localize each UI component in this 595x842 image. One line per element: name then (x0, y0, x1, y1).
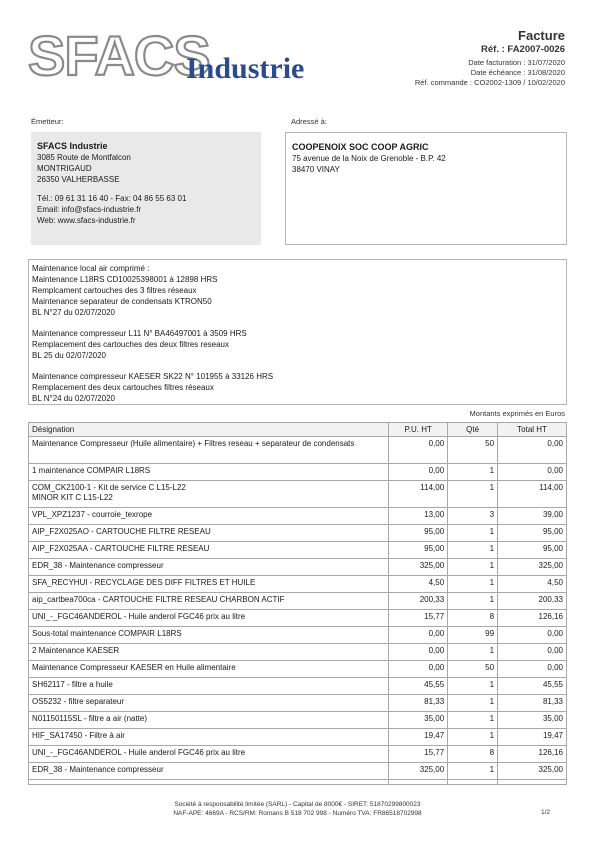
item-total: 0,00 (498, 627, 567, 644)
note-line: BL N°24 du 02/07/2020 (32, 394, 115, 403)
footer-line: Société à responsabilité limitée (SARL) - Capital de 8000€ - SIRET: 51870299800023 (174, 801, 421, 808)
item-quantity: 1 (448, 712, 498, 729)
note-line: Remplacement des cartouches des deux filtres reseaux (32, 340, 229, 349)
table-row (29, 610, 567, 627)
emitter-web: Web: www.sfacs-industrie.fr (37, 216, 136, 225)
invoice-date: Date facturation : 31/07/2020 (468, 58, 565, 67)
emitter-name: SFACS Industrie (37, 141, 108, 151)
item-quantity: 1 (448, 763, 498, 780)
item-designation (29, 481, 389, 508)
item-total: 126,16 (498, 746, 567, 763)
item-designation: 2 Maintenance KAESER (29, 644, 389, 661)
item-unit-price: 35,00 (389, 712, 448, 729)
item-unit-price: 15,77 (389, 610, 448, 627)
col-total: Total HT (498, 423, 567, 437)
item-designation: Maintenance Compresseur (Huile alimentaire) + Filtres reseau + separateur de condensats (29, 437, 389, 464)
item-quantity: 50 (448, 661, 498, 678)
item-quantity: 1 (448, 576, 498, 593)
item-total: 0,00 (498, 661, 567, 678)
item-unit-price: 81,33 (389, 695, 448, 712)
item-quantity: 1 (448, 695, 498, 712)
note-line: BL N°27 du 02/07/2020 (32, 308, 115, 317)
table-row (29, 525, 567, 542)
item-designation: UNI_-_FGC46ANDEROL - Huile anderol FGC46 prix au litre (29, 746, 389, 763)
item-unit-price: 114,00 (389, 481, 448, 508)
emitter-address-line: MONTRIGAUD (37, 164, 92, 173)
item-designation: SFA_RECYHUI - RECYCLAGE DES DIFF FILTRES ET HUILE (29, 576, 389, 593)
item-unit-price: 45,55 (389, 678, 448, 695)
currency-note: Montants exprimés en Euros (469, 409, 565, 418)
item-unit-price: 325,00 (389, 559, 448, 576)
footer-line: NAF-APE: 4669A - RCS/RM: Romans B 518 702 998 - Numéro TVA: FR86518702998 (173, 810, 422, 817)
item-quantity: 8 (448, 610, 498, 627)
item-total: 0,00 (498, 644, 567, 661)
item-unit-price: 325,00 (389, 763, 448, 780)
item-designation: SH62117 - filtre a huile (29, 678, 389, 695)
table-row (29, 729, 567, 746)
item-designation-line: COM_CK2100-1 - Kit de service C L15-L22 (32, 483, 186, 492)
item-designation: EDR_38 - Maintenance compresseur (29, 559, 389, 576)
item-designation: VPL_XPZ1237 - courroie_texrope (29, 508, 389, 525)
page-number: 1/2 (540, 809, 550, 816)
col-quantity: Qté (448, 423, 498, 437)
table-row (29, 542, 567, 559)
item-total: 200,33 (498, 593, 567, 610)
item-quantity: 1 (448, 644, 498, 661)
item-designation: HIF_SA17450 - Filtre à air (29, 729, 389, 746)
note-line: Maintenance compresseur KAESER SK22 N° 101955 à 33126 HRS (32, 372, 274, 381)
item-designation: 1 maintenance COMPAIR L18RS (29, 464, 389, 481)
emitter-phone: Tél.: 09 61 31 16 40 - Fax: 04 86 55 63 01 (37, 194, 187, 203)
table-row (29, 437, 567, 464)
item-total: 114,00 (498, 481, 567, 508)
item-quantity: 1 (448, 481, 498, 508)
invoice-items-table (28, 422, 567, 785)
invoice-ref: Réf. : FA2007-0026 (481, 44, 565, 55)
col-unit-price: P.U. HT (389, 423, 448, 437)
item-designation: aip_cartbea700ca - CARTOUCHE FILTRE RESEAU CHARBON ACTIF (29, 593, 389, 610)
note-line: Remplcament cartouches des 3 filtres réseaux (32, 286, 197, 295)
logo-brand: SFACS (28, 24, 210, 87)
item-total: 0,00 (498, 437, 567, 464)
item-quantity: 99 (448, 627, 498, 644)
table-row (29, 464, 567, 481)
item-total: 325,00 (498, 559, 567, 576)
table-row (29, 481, 567, 508)
table-header-row (29, 423, 567, 437)
item-total: 95,00 (498, 542, 567, 559)
emitter-label: Émetteur: (31, 117, 64, 126)
table-row (29, 763, 567, 780)
item-designation-line: MINOR KIT C L15-L22 (32, 493, 113, 502)
note-line: Maintenance compresseur L11 N° BA46497001 à 3509 HRS (32, 329, 247, 338)
invoice-due-date: Date échéance : 31/08/2020 (470, 68, 565, 77)
table-row (29, 746, 567, 763)
table-row (29, 576, 567, 593)
item-total: 0,00 (498, 464, 567, 481)
item-unit-price: 95,00 (389, 542, 448, 559)
note-line: BL 25 du 02/07/2020 (32, 351, 106, 360)
table-row (29, 559, 567, 576)
table-row (29, 508, 567, 525)
item-total: 126,16 (498, 610, 567, 627)
item-unit-price: 15,77 (389, 746, 448, 763)
item-unit-price: 0,00 (389, 464, 448, 481)
item-unit-price: 13,00 (389, 508, 448, 525)
note-line: Remplacement des deux cartouches filtres réseaux (32, 383, 214, 392)
table-row (29, 678, 567, 695)
item-unit-price: 200,33 (389, 593, 448, 610)
item-unit-price: 0,00 (389, 437, 448, 464)
emitter-address-line: 26350 VALHERBASSE (37, 175, 120, 184)
item-total: 39,00 (498, 508, 567, 525)
item-designation: N01150115SL - filtre a air (natte) (29, 712, 389, 729)
item-designation: OS5232 - filtre separateur (29, 695, 389, 712)
table-row (29, 661, 567, 678)
table-row (29, 695, 567, 712)
item-unit-price: 19,47 (389, 729, 448, 746)
table-row (29, 712, 567, 729)
emitter-address-line: 3085 Route de Montfalcon (37, 153, 131, 162)
item-unit-price: 0,00 (389, 661, 448, 678)
item-quantity: 3 (448, 508, 498, 525)
item-designation: Sous-total maintenance COMPAIR L18RS (29, 627, 389, 644)
legal-footer (0, 800, 595, 818)
item-quantity: 1 (448, 593, 498, 610)
item-quantity: 1 (448, 678, 498, 695)
item-total: 4,50 (498, 576, 567, 593)
item-total: 95,00 (498, 525, 567, 542)
item-quantity: 1 (448, 559, 498, 576)
note-line: Maintenance L18RS CD10025398001 à 12898 HRS (32, 275, 218, 284)
note-line: Maintenance separateur de condensats KTRON50 (32, 297, 212, 306)
table-row (29, 627, 567, 644)
item-designation: AIP_F2X025AA - CARTOUCHE FILTRE RESEAU (29, 542, 389, 559)
recipient-address-line: 75 avenue de la Noix de Grenoble - B.P. 42 (292, 154, 446, 163)
item-total: 35,00 (498, 712, 567, 729)
item-quantity: 8 (448, 746, 498, 763)
table-row (29, 644, 567, 661)
item-quantity: 1 (448, 525, 498, 542)
item-total: 45,55 (498, 678, 567, 695)
recipient-address-line: 38470 VINAY (292, 165, 340, 174)
item-designation: UNI_-_FGC46ANDEROL - Huile anderol FGC46 prix au litre (29, 610, 389, 627)
item-total: 19,47 (498, 729, 567, 746)
item-designation: AIP_F2X025AO - CARTOUCHE FILTRE RESEAU (29, 525, 389, 542)
invoice-title: Facture (518, 28, 565, 43)
invoice-notes (28, 259, 567, 405)
recipient-label: Adressé à: (291, 117, 327, 126)
company-logo (28, 24, 318, 88)
item-total: 81,33 (498, 695, 567, 712)
item-unit-price: 4,50 (389, 576, 448, 593)
note-line: Maintenance local air comprimé : (32, 264, 150, 273)
emitter-email: Email: info@sfacs-industrie.fr (37, 205, 142, 214)
item-quantity: 1 (448, 729, 498, 746)
col-designation: Désignation (29, 423, 389, 437)
recipient-name: COOPENOIX SOC COOP AGRIC (292, 142, 429, 152)
table-row-continuation (29, 780, 567, 785)
item-quantity: 1 (448, 464, 498, 481)
emitter-box (31, 132, 261, 245)
item-designation: Maintenance Compresseur KAESER en Huile alimentaire (29, 661, 389, 678)
invoice-header (415, 28, 565, 88)
item-designation: EDR_38 - Maintenance compresseur (29, 763, 389, 780)
recipient-box (285, 132, 567, 245)
item-unit-price: 0,00 (389, 627, 448, 644)
table-row (29, 593, 567, 610)
item-total: 325,00 (498, 763, 567, 780)
logo-suffix: Industrie (186, 52, 305, 85)
item-quantity: 50 (448, 437, 498, 464)
order-ref: Réf. commande : CO2002-1309 / 10/02/2020 (414, 78, 565, 87)
item-quantity: 1 (448, 542, 498, 559)
item-unit-price: 95,00 (389, 525, 448, 542)
item-unit-price: 0,00 (389, 644, 448, 661)
